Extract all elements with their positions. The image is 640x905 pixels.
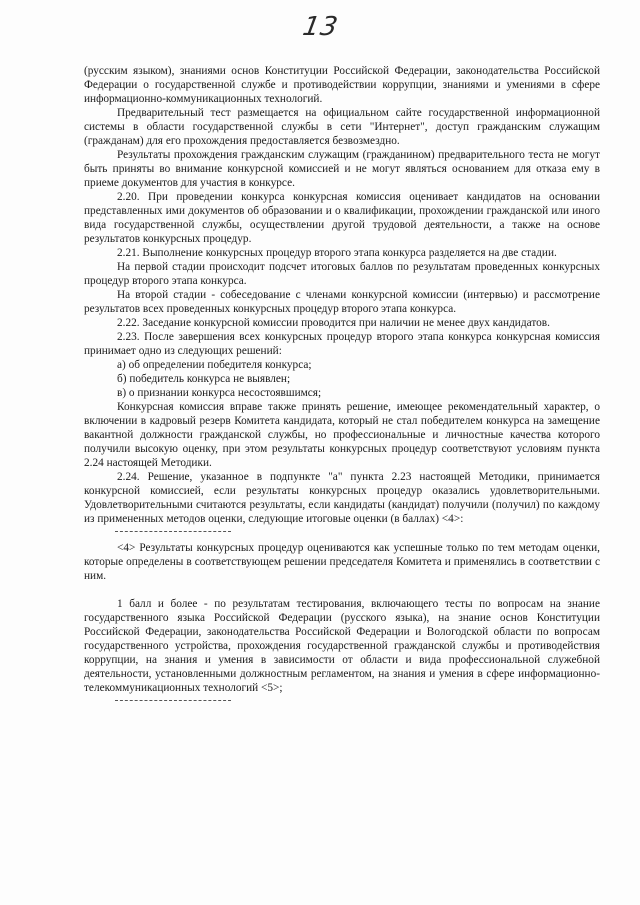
paragraph: 2.23. После завершения всех конкурсных процедур второго этапа конкурса конкурсная комиссия принимает одно из следующих решений: — [84, 331, 600, 357]
document-body — [84, 64, 600, 710]
footnote-4: <4> Результаты конкурсных процедур оцениваются как успешные только по тем методам оценки, которые определены в соответствующем решении председателя Комитета и применялись в соответствии с ним. — [84, 542, 600, 582]
paragraph: в) о признании конкурса несостоявшимся; — [117, 387, 322, 399]
paragraph: 2.22. Заседание конкурсной комиссии проводится при наличии не менее двух кандидатов. — [117, 317, 550, 329]
paragraph: 2.20. При проведении конкурса конкурсная комиссия оценивает кандидатов на основании представленных ими документов об образовании и о квалификации, прохождении гражданской или иного вида государственной службы, осуществлении другой трудовой деятельности, а также на основе результатов конкурсных процедур. — [84, 191, 600, 245]
paragraph: 2.21. Выполнение конкурсных процедур второго этапа конкурса разделяется на две стадии. — [117, 247, 557, 259]
paragraph: 2.24. Решение, указанное в подпункте "а" пункта 2.23 настоящей Методики, принимается конкурсной комиссией, если результаты конкурсных процедур оказались удовлетворительными. Удовлетворительными считаются результаты, если кандидаты (кандидат) получили (получил) по каждому из примененных методов оценки, следующие итоговые оценки (в баллах) <4>: — [84, 471, 600, 525]
paragraph: (русским языком), знаниями основ Конституции Российской Федерации, законодательства Российской Федерации о государственной службе и противодействии коррупции, знаниями и умениями в сфере информационно-коммуникационных технологий. — [84, 65, 600, 105]
footnote-separator-2 — [115, 700, 231, 704]
paragraph: Предварительный тест размещается на официальном сайте государственной информационной системы в области государственной службы в сети "Интернет", доступ гражданским служащим (гражданам) для его прохождения предоставляется безвозмездно. — [84, 107, 600, 147]
paragraph: а) об определении победителя конкурса; — [117, 359, 312, 371]
paragraph: Конкурсная комиссия вправе также принять решение, имеющее рекомендательный характер, о включении в кадровый резерв Комитета кандидата, который не стал победителем конкурса на замещение вакантной должности гражданской службы, но профессиональные и личностные качества которого получили высокую оценку, при этом результаты конкурсных процедур соответствуют условиям пункта 2.24 настоящей Методики. — [84, 401, 600, 469]
paragraph: б) победитель конкурса не выявлен; — [117, 373, 291, 385]
footnote-separator — [115, 531, 231, 535]
page-number: 13 — [300, 12, 341, 42]
paragraph: Результаты прохождения гражданским служащим (гражданином) предварительного теста не могут быть приняты во внимание конкурсной комиссией и не могут являться основанием для отказа ему в приеме документов для участия в конкурсе. — [84, 149, 600, 189]
paragraph: На первой стадии происходит подсчет итоговых баллов по результатам проведенных конкурсных процедур второго этапа конкурса. — [84, 261, 600, 287]
main-paragraphs — [84, 64, 600, 526]
scoring-criterion-paragraph: 1 балл и более - по результатам тестирования, включающего тесты по вопросам на знание государственного языка Российской Федерации (русского языка), на знание основ Конституции Российской Федерации, законодательства Российской Федерации и Вологодской области по вопросам государственного устройства, прохождения государственной гражданской службы и противодействия коррупции, на знания и умения в зависимости от области и вида профессиональной служебной деятельности, установленными должностным регламентом, на знания и умения в сфере информационно-телекоммуникационных технологий <5>; — [84, 598, 600, 694]
paragraph: На второй стадии - собеседование с членами конкурсной комиссии (интервью) и рассмотрение результатов всех проведенных конкурсных процедур второго этапа конкурса. — [84, 289, 600, 315]
